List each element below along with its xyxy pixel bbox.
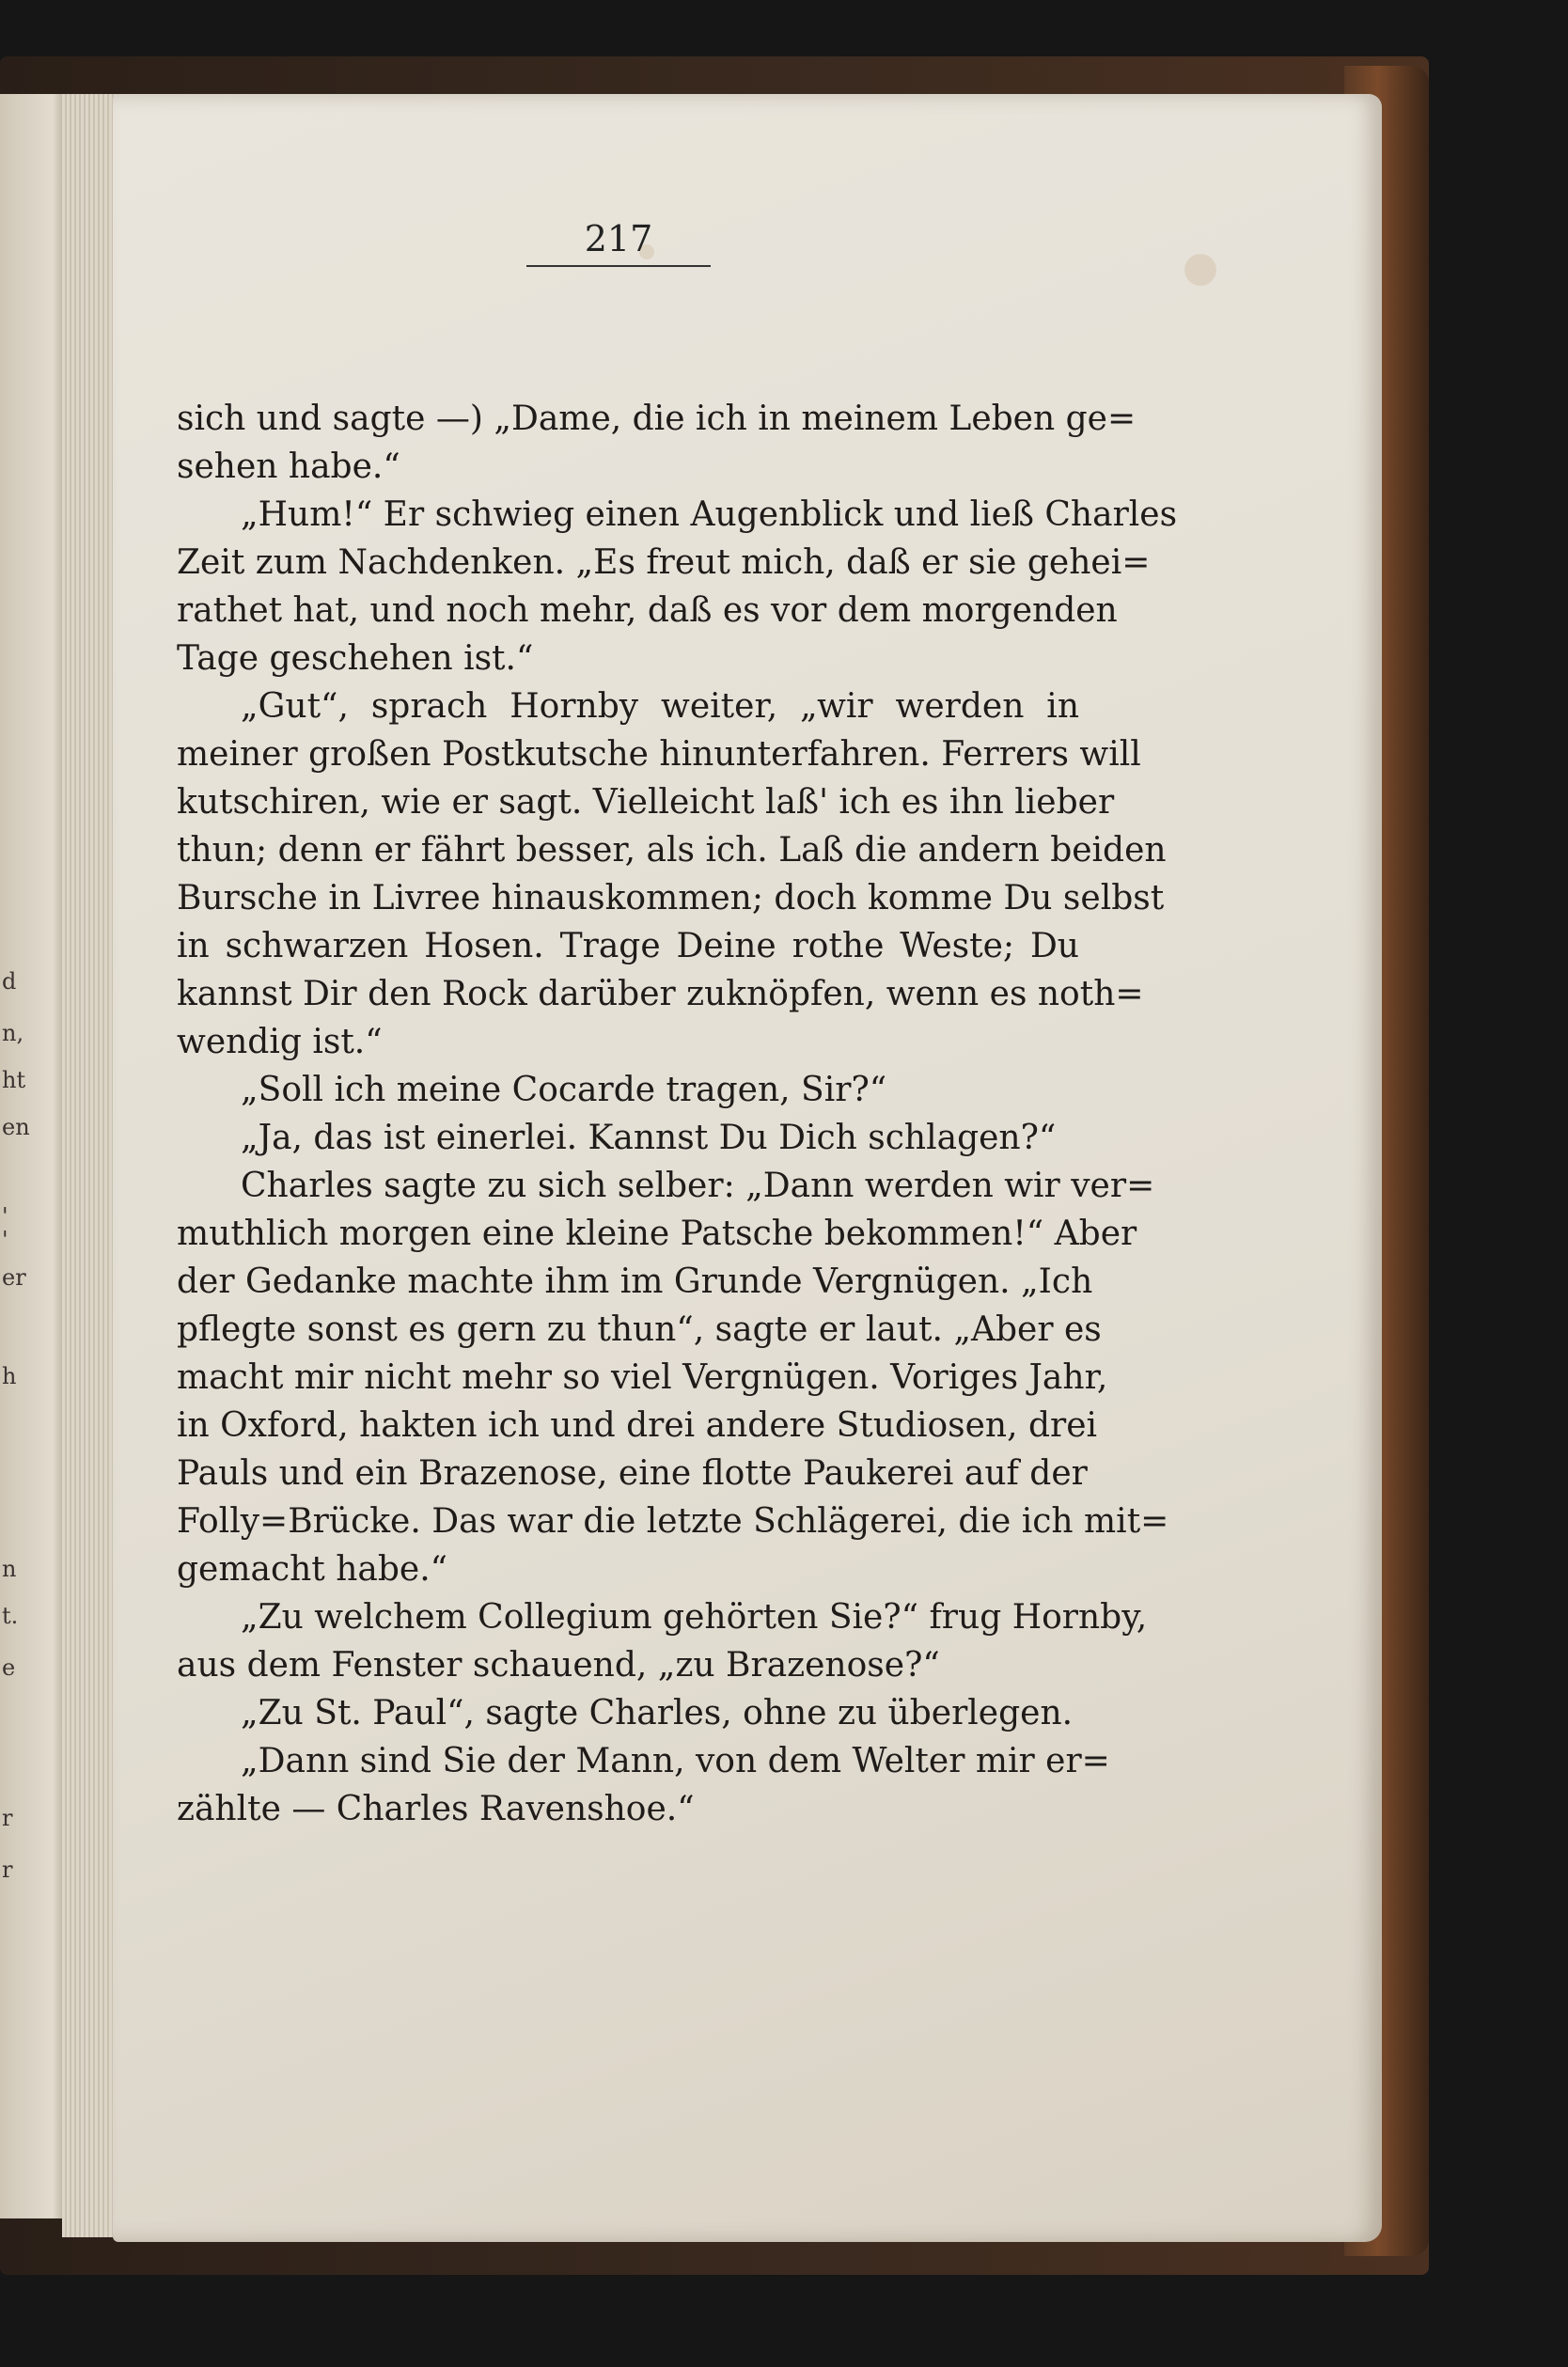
text-line: macht mir nicht mehr so viel Vergnügen. Voriges Jahr,	[177, 1358, 1108, 1397]
text-line: aus dem Fenster schauend, „zu Brazenose?“	[177, 1646, 940, 1685]
text-line: Charles sagte zu sich selber: „Dann werden wir ver=	[241, 1167, 1155, 1205]
text-line: kannst Dir den Rock darüber zuknöpfen, wenn es noth=	[177, 975, 1144, 1013]
text-line: „Soll ich meine Cocarde tragen, Sir?“	[241, 1071, 887, 1109]
text-line: sich und sagte —) „Dame, die ich in meinem Leben ge=	[177, 400, 1137, 438]
text-line: in Oxford, hakten ich und drei andere Studiosen, drei	[177, 1406, 1098, 1445]
left-page-text-fragment: er	[2, 1264, 26, 1291]
text-line: Folly=Brücke. Das war die letzte Schlägerei, die ich mit=	[177, 1502, 1169, 1541]
left-page-text-fragment: r	[2, 1805, 13, 1831]
text-line: Zeit zum Nachdenken. „Es freut mich, daß er sie gehei=	[177, 543, 1151, 582]
page-stack	[62, 94, 118, 2237]
left-page-text-fragment: e	[2, 1654, 16, 1681]
left-page-text-fragment: n	[2, 1556, 17, 1582]
left-page-text-fragment: en	[2, 1114, 30, 1140]
left-page-text-fragment: h	[2, 1363, 17, 1389]
text-line: rathet hat, und noch mehr, daß es vor dem morgenden	[177, 591, 1118, 630]
left-page-text-fragment: '	[2, 1203, 8, 1230]
text-line: „Dann sind Sie der Mann, von dem Welter mir er=	[241, 1742, 1110, 1780]
text-line: muthlich morgen eine kleine Patsche bekommen!“ Aber	[177, 1215, 1137, 1253]
text-line: Tage geschehen ist.“	[177, 639, 534, 678]
text-line: thun; denn er fährt besser, als ich. Laß die andern beiden	[177, 831, 1167, 870]
left-page-text-fragment: r	[2, 1857, 13, 1883]
left-page-edge	[0, 94, 66, 2218]
text-line: gemacht habe.“	[177, 1550, 448, 1589]
text-line: Pauls und ein Brazenose, eine flotte Paukerei auf der	[177, 1454, 1088, 1493]
text-line: „Zu welchem Collegium gehörten Sie?“ frug Hornby,	[241, 1598, 1148, 1637]
foxing-spot	[1184, 254, 1216, 286]
text-line: zählte — Charles Ravenshoe.“	[177, 1790, 695, 1828]
text-line: pflegte sonst es gern zu thun“, sagte er laut. „Aber es	[177, 1310, 1102, 1349]
text-line: meiner großen Postkutsche hinunterfahren. Ferrers will	[177, 735, 1141, 774]
text-line: Bursche in Livree hinauskommen; doch komme Du selbst	[177, 879, 1165, 917]
left-page-text-fragment: t.	[2, 1603, 19, 1629]
text-line: der Gedanke machte ihm im Grunde Vergnügen. „Ich	[177, 1262, 1093, 1301]
text-line: kutschiren, wie er sagt. Vielleicht laß' ich es ihn lieber	[177, 783, 1115, 822]
text-line: „Zu St. Paul“, sagte Charles, ohne zu überlegen.	[241, 1694, 1074, 1732]
body-text	[177, 395, 1178, 1833]
text-line: „Ja, das ist einerlei. Kannst Du Dich schlagen?“	[241, 1119, 1057, 1157]
text-line: sehen habe.“	[177, 447, 400, 486]
left-page-text-fragment: '	[2, 1227, 8, 1253]
text-line: „Gut“, sprach Hornby weiter, „wir werden in	[241, 687, 1079, 726]
left-page-text-fragment: ht	[2, 1067, 26, 1093]
left-page-text-fragment: d	[2, 968, 17, 995]
text-line: in schwarzen Hosen. Trage Deine rothe Weste; Du	[177, 927, 1079, 965]
text-line: „Hum!“ Er schwieg einen Augenblick und ließ Charles	[241, 495, 1178, 534]
text-line: wendig ist.“	[177, 1023, 383, 1061]
page-number: 217	[526, 218, 711, 267]
left-page-text-fragment: n,	[2, 1020, 24, 1046]
